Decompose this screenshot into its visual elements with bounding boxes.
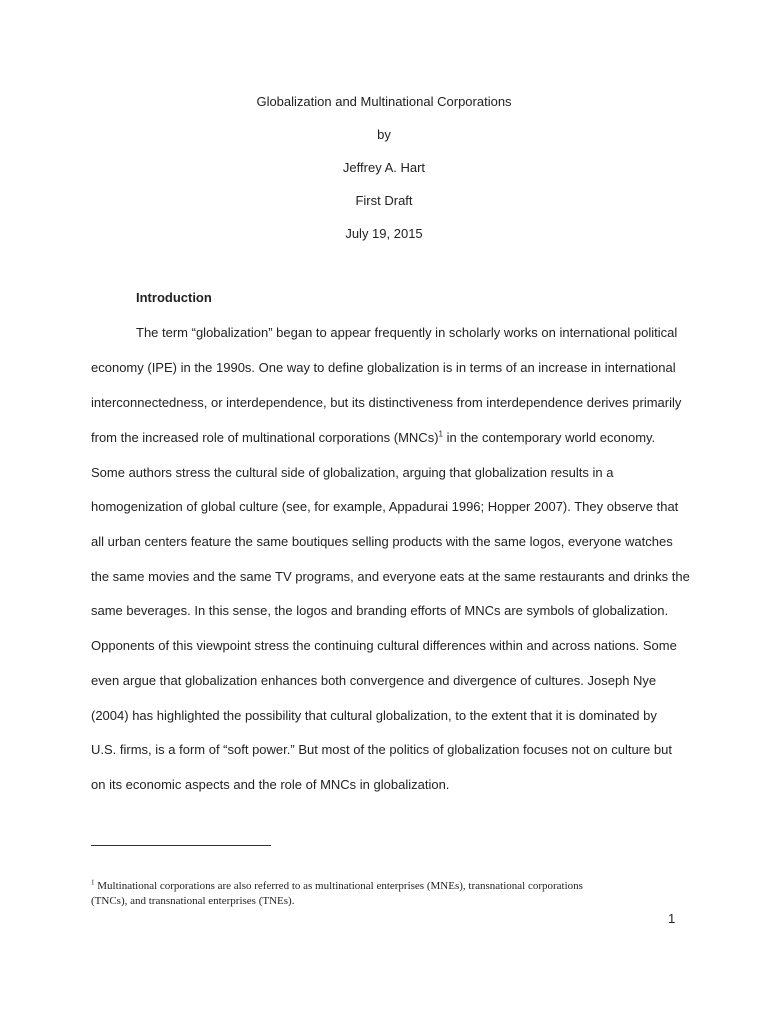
body-line: all urban centers feature the same boutiques selling products with the same logos, everyone watches xyxy=(91,534,673,549)
byline-by: by xyxy=(377,127,391,142)
draft-label: First Draft xyxy=(355,193,413,208)
footnote-separator xyxy=(91,845,271,846)
body-line: economy (IPE) in the 1990s. One way to define globalization is in terms of an increase in international xyxy=(91,360,676,375)
footnote-line xyxy=(91,879,583,893)
body-line: same beverages. In this sense, the logos and branding efforts of MNCs are symbols of globalization. xyxy=(91,603,669,618)
body-text: in the contemporary world economy. xyxy=(442,430,656,445)
section-heading: Introduction xyxy=(136,290,212,305)
body-line: homogenization of global culture (see, for example, Appadurai 1996; Hopper 2007). They observe that xyxy=(91,499,679,514)
body-line: even argue that globalization enhances both convergence and divergence of cultures. Joseph Nye xyxy=(91,673,657,688)
body-line: interconnectedness, or interdependence, but its distinctiveness from interdependence derives primarily xyxy=(91,395,682,410)
footnote-line: (TNCs), and transnational enterprises (TNEs). xyxy=(91,895,295,907)
document-date: July 19, 2015 xyxy=(345,226,423,241)
footnote-text: Multinational corporations are also referred to as multinational enterprises (MNEs), transnational corporations xyxy=(97,880,583,892)
body-line: on its economic aspects and the role of MNCs in globalization. xyxy=(91,777,450,792)
document-title: Globalization and Multinational Corporations xyxy=(256,94,512,109)
footnote-marker: 1 xyxy=(91,878,95,887)
body-text: from the increased role of multinational corporations (MNCs) xyxy=(91,430,439,445)
body-line: U.S. firms, is a form of “soft power.” But most of the politics of globalization focuses not on culture but xyxy=(91,742,672,757)
body-line: Opponents of this viewpoint stress the continuing cultural differences within and across nations. Some xyxy=(91,638,677,653)
author-name: Jeffrey A. Hart xyxy=(342,160,426,175)
body-line: (2004) has highlighted the possibility that cultural globalization, to the extent that it is dominated by xyxy=(91,708,657,723)
body-line xyxy=(91,429,655,447)
body-line: the same movies and the same TV programs, and everyone eats at the same restaurants and drinks the xyxy=(91,569,690,584)
page-number: 1 xyxy=(668,911,676,926)
footnote-reference: 1 xyxy=(438,429,443,439)
body-line: The term “globalization” began to appear frequently in scholarly works on international political xyxy=(136,325,678,340)
body-line: Some authors stress the cultural side of globalization, arguing that globalization results in a xyxy=(91,465,614,480)
